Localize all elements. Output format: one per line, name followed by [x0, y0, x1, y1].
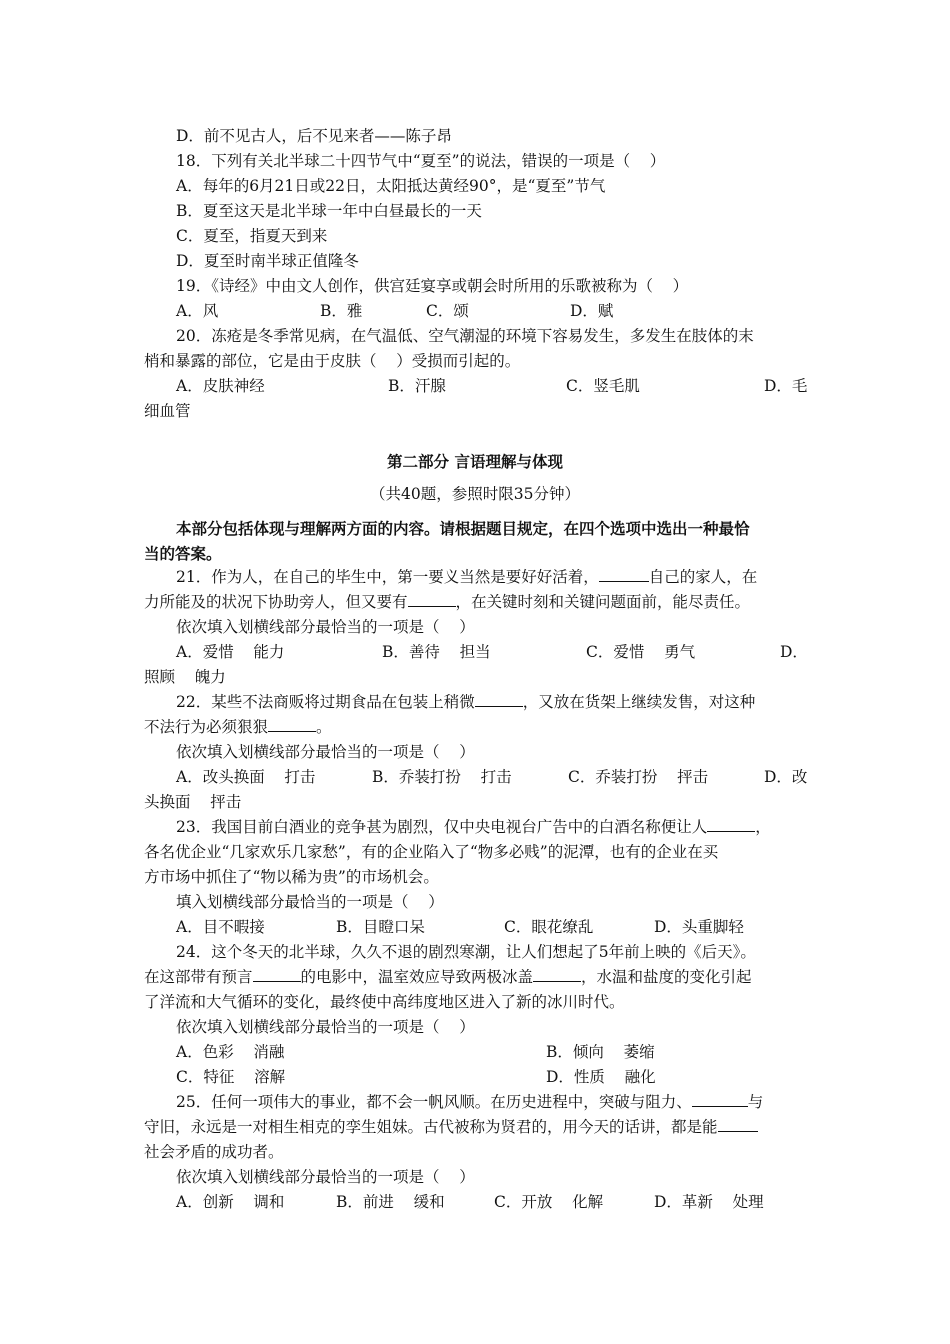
option-line: D．夏至时南半球正值隆冬	[176, 252, 359, 270]
option-a: A．目不暇接	[176, 918, 265, 936]
option-a: A．风	[176, 302, 219, 320]
option-a: A．爱惜 能力	[176, 643, 285, 661]
blank-line	[475, 690, 523, 707]
section-title: 第二部分 言语理解与体现	[387, 452, 563, 471]
option-c: C．颂	[426, 302, 469, 320]
question-23-cont: 方市场中抓住了“物以稀为贵”的市场机会。	[144, 868, 439, 886]
option-c: C．爱惜 勇气	[586, 643, 696, 661]
option-c: C．开放 化解	[494, 1193, 604, 1211]
blank-line	[692, 1090, 748, 1107]
question-24: 24．这个冬天的北半球，久久不退的剧烈寒潮，让人们想起了5年前上映的《后天》。	[176, 943, 756, 961]
option-b: B．汗腺	[388, 377, 446, 395]
blank-line	[599, 565, 649, 582]
option-d: D．头重脚轻	[654, 918, 744, 936]
question-24-cont: 了洋流和大气循环的变化，最终使中高纬度地区进入了新的冰川时代。	[144, 993, 625, 1011]
text: ，	[755, 818, 771, 836]
option-line: A．每年的6月21日或22日，太阳抵达黄经90°，是“夏至”节气	[176, 177, 606, 195]
text: 自己的家人，在	[648, 568, 758, 586]
question-stem: 依次填入划横线部分最恰当的一项是（ ）	[176, 618, 475, 636]
blank-line	[718, 1115, 758, 1132]
question-22	[176, 690, 755, 715]
question-25	[176, 1090, 763, 1115]
question-21	[176, 565, 757, 590]
option-d: D．	[780, 643, 808, 661]
option-c: C．眼花缭乱	[504, 918, 594, 936]
option-b: B．乔装打扮 打击	[372, 768, 512, 786]
question-21-cont	[144, 590, 750, 615]
text: 在这部带有预言	[144, 968, 253, 986]
option-a: A．皮肤神经	[176, 377, 265, 395]
option-a: A．创新 调和	[176, 1193, 285, 1211]
question-25-cont	[144, 1115, 758, 1140]
text: ，水温和盐度的变化引起	[581, 968, 752, 986]
question-stem: 依次填入划横线部分最恰当的一项是（ ）	[176, 743, 475, 761]
blank-line	[707, 815, 755, 832]
option-b: B．前进 缓和	[336, 1193, 445, 1211]
instructions: 本部分包括体现与理解两方面的内容。请根据题目规定，在四个选项中选出一种最恰	[176, 519, 750, 538]
instructions-cont: 当的答案。	[144, 544, 222, 563]
question-18: 18．下列有关北半球二十四节气中“夏至”的说法，错误的一项是（ ）	[176, 152, 666, 170]
option-b: B．善待 担当	[382, 643, 491, 661]
question-stem: 依次填入划横线部分最恰当的一项是（ ）	[176, 1018, 475, 1036]
option-c: C．乔装打扮 抨击	[568, 768, 709, 786]
text: 21．作为人，在自己的毕生中，第一要义当然是要好好活着，	[176, 568, 599, 586]
question-20: 20．冻疮是冬季常见病，在气温低、空气潮湿的环境下容易发生，多发生在肢体的末	[176, 327, 754, 345]
question-25-cont: 社会矛盾的成功者。	[144, 1143, 284, 1161]
text: 25．任何一项伟大的事业，都不会一帆风顺。在历史进程中，突破与阻力、	[176, 1093, 692, 1111]
option-d: D．革新 处理	[654, 1193, 764, 1211]
question-23	[176, 815, 771, 840]
question-stem: 填入划横线部分最恰当的一项是（ ）	[176, 893, 444, 911]
section-subtitle: （共40题，参照时限35分钟）	[370, 485, 580, 503]
text: 的电影中，温室效应导致两极冰盖	[300, 968, 534, 986]
option-a: A．改头换面 打击	[176, 768, 316, 786]
option-d-cont: 照顾 魄力	[144, 668, 226, 686]
option-d-cont: 细血管	[144, 402, 191, 420]
question-stem: 依次填入划横线部分最恰当的一项是（ ）	[176, 1168, 475, 1186]
question-19: 19．《诗经》中由文人创作，供宫廷宴享或朝会时所用的乐歌被称为（ ）	[176, 277, 689, 295]
text: 22．某些不法商贩将过期食品在包装上稍微	[176, 693, 475, 711]
option-b: B．雅	[320, 302, 363, 320]
option-line: B．夏至这天是北半球一年中白昼最长的一天	[176, 202, 482, 220]
question-22-cont	[144, 715, 332, 740]
question-20-cont: 梢和暴露的部位，它是由于皮肤（ ）受损而引起的。	[144, 352, 521, 370]
text: 不法行为必须狠狠	[144, 718, 269, 736]
option-d-cont: 头换面 抨击	[144, 793, 242, 811]
option-c: C．特征 溶解	[176, 1068, 286, 1086]
option-d: D．改	[764, 768, 808, 786]
blank-line	[253, 965, 301, 982]
text: ，在关键时刻和关键问题面前，能尽责任。	[455, 593, 751, 611]
option-a: A．色彩 消融	[176, 1043, 285, 1061]
blank-line	[268, 715, 316, 732]
blank-line	[408, 590, 456, 607]
text: 守旧，永远是一对相生相克的孪生姐妹。古代被称为贤君的，用今天的话讲，都是能	[144, 1118, 718, 1136]
question-23-cont: 各名优企业“几家欢乐几家愁”，有的企业陷入了“物多必贱”的泥潭，也有的企业在买	[144, 843, 719, 861]
text: 力所能及的状况下协助旁人，但又要有	[144, 593, 408, 611]
text: 与	[747, 1093, 764, 1111]
blank-line	[533, 965, 581, 982]
option-d: D．赋	[570, 302, 614, 320]
option-c: C．竖毛肌	[566, 377, 640, 395]
question-24-cont	[144, 965, 752, 990]
option-b: B．目瞪口呆	[336, 918, 425, 936]
option-b: B．倾向 萎缩	[546, 1043, 655, 1061]
option-line: D．前不见古人，后不见来者——陈子昂	[176, 127, 452, 145]
text: 。	[316, 718, 332, 736]
text: 23．我国目前白酒业的竞争甚为剧烈，仅中央电视台广告中的白酒名称便让人	[176, 818, 708, 836]
option-d: D．毛	[764, 377, 808, 395]
option-d: D．性质 融化	[546, 1068, 656, 1086]
text: ，又放在货架上继续发售，对这种	[522, 693, 756, 711]
option-line: C．夏至，指夏天到来	[176, 227, 328, 245]
